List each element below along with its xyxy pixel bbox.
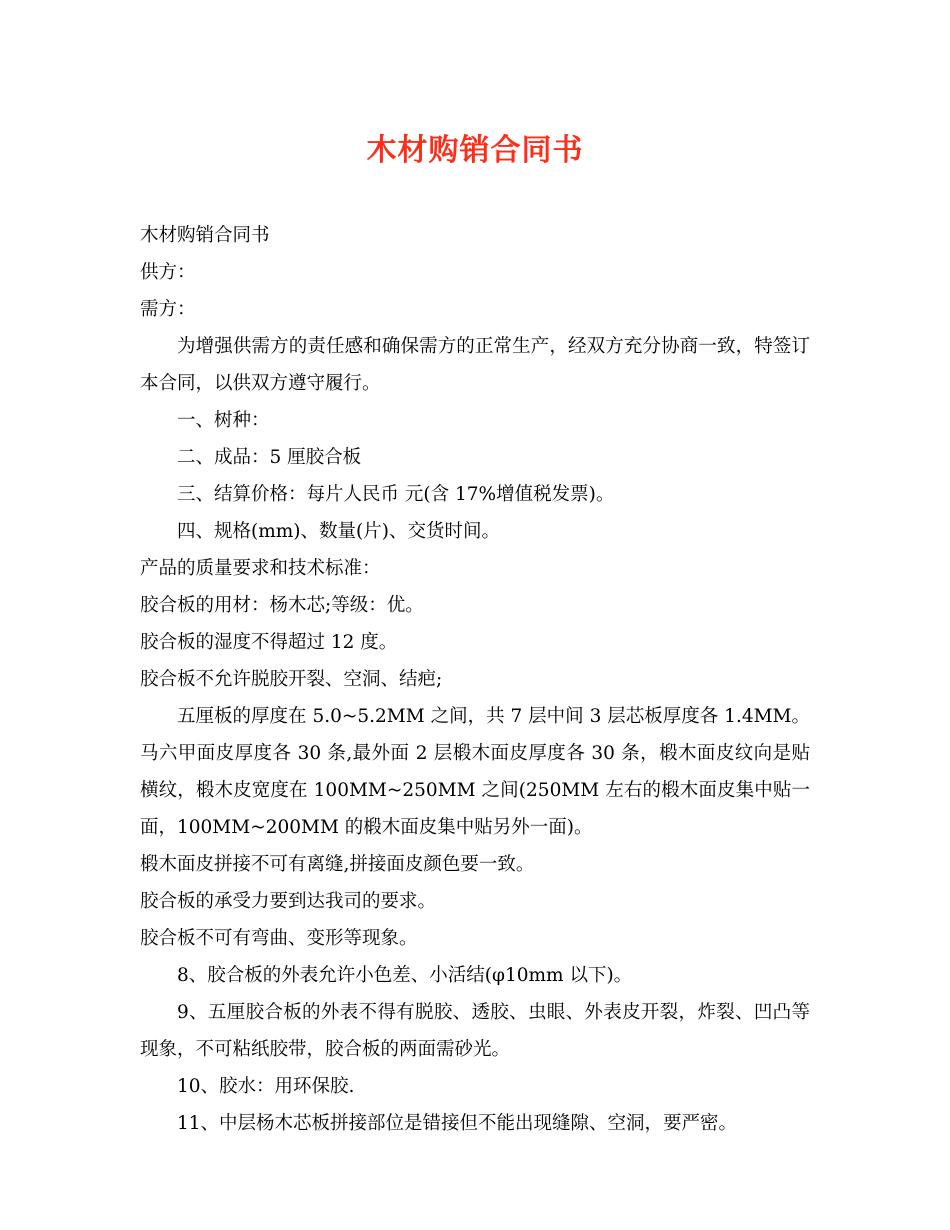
paragraph: 木材购销合同书 <box>140 225 270 246</box>
paragraph: 10、胶水：用环保胶. <box>177 1076 355 1097</box>
paragraph: 胶合板的湿度不得超过 12 度。 <box>140 632 398 653</box>
paragraph: 8、胶合板的外表允许小色差、小活结(φ10mm 以下)。 <box>177 965 633 986</box>
paragraph: 三、结算价格：每片人民币 元(含 17%增值税发票)。 <box>177 484 615 505</box>
paragraph: 为增强供需方的责任感和确保需方的正常生产，经双方充分协商一致，特签订本合同，以供双方遵守履行。 <box>140 336 810 394</box>
paragraph: 五厘板的厚度在 5.0~5.2MM 之间，共 7 层中间 3 层芯板厚度各 1.4MM。马六甲面皮厚度各 30 条,最外面 2 层椴木面皮厚度各 30 条，椴木面皮纹向是贴横纹，椴木皮宽度在 100MM~250MM 之间(250MM 左右的椴木面皮集中贴一面，100MM~200MM 的椴木面皮集中贴另外一面)。 <box>140 706 810 838</box>
document-body <box>140 169 810 1142</box>
paragraph: 11、中层杨木芯板拼接部位是错接但不能出现缝隙、空洞，要严密。 <box>177 1113 738 1134</box>
paragraph: 供方： <box>140 262 196 283</box>
paragraph: 一、树种： <box>177 410 270 431</box>
paragraph: 需方： <box>140 299 196 320</box>
paragraph: 胶合板不可有弯曲、变形等现象。 <box>140 928 418 949</box>
paragraph: 9、五厘胶合板的外表不得有脱胶、透胶、虫眼、外表皮开裂，炸裂、凹凸等现象，不可粘纸胶带，胶合板的两面需砂光。 <box>140 1002 810 1060</box>
paragraph: 二、成品：5 厘胶合板 <box>177 447 362 468</box>
paragraph: 四、规格(mm)、数量(片)、交货时间。 <box>177 521 500 542</box>
page-title: 木材购销合同书 <box>366 133 584 168</box>
paragraph: 胶合板不允许脱胶开裂、空洞、结疤; <box>140 669 443 690</box>
paragraph: 产品的质量要求和技术标准： <box>140 558 381 579</box>
paragraph: 胶合板的用材：杨木芯;等级：优。 <box>140 595 424 616</box>
paragraph: 胶合板的承受力要到达我司的要求。 <box>140 891 437 912</box>
paragraph: 椴木面皮拼接不可有离缝,拼接面皮颜色要一致。 <box>140 854 535 875</box>
